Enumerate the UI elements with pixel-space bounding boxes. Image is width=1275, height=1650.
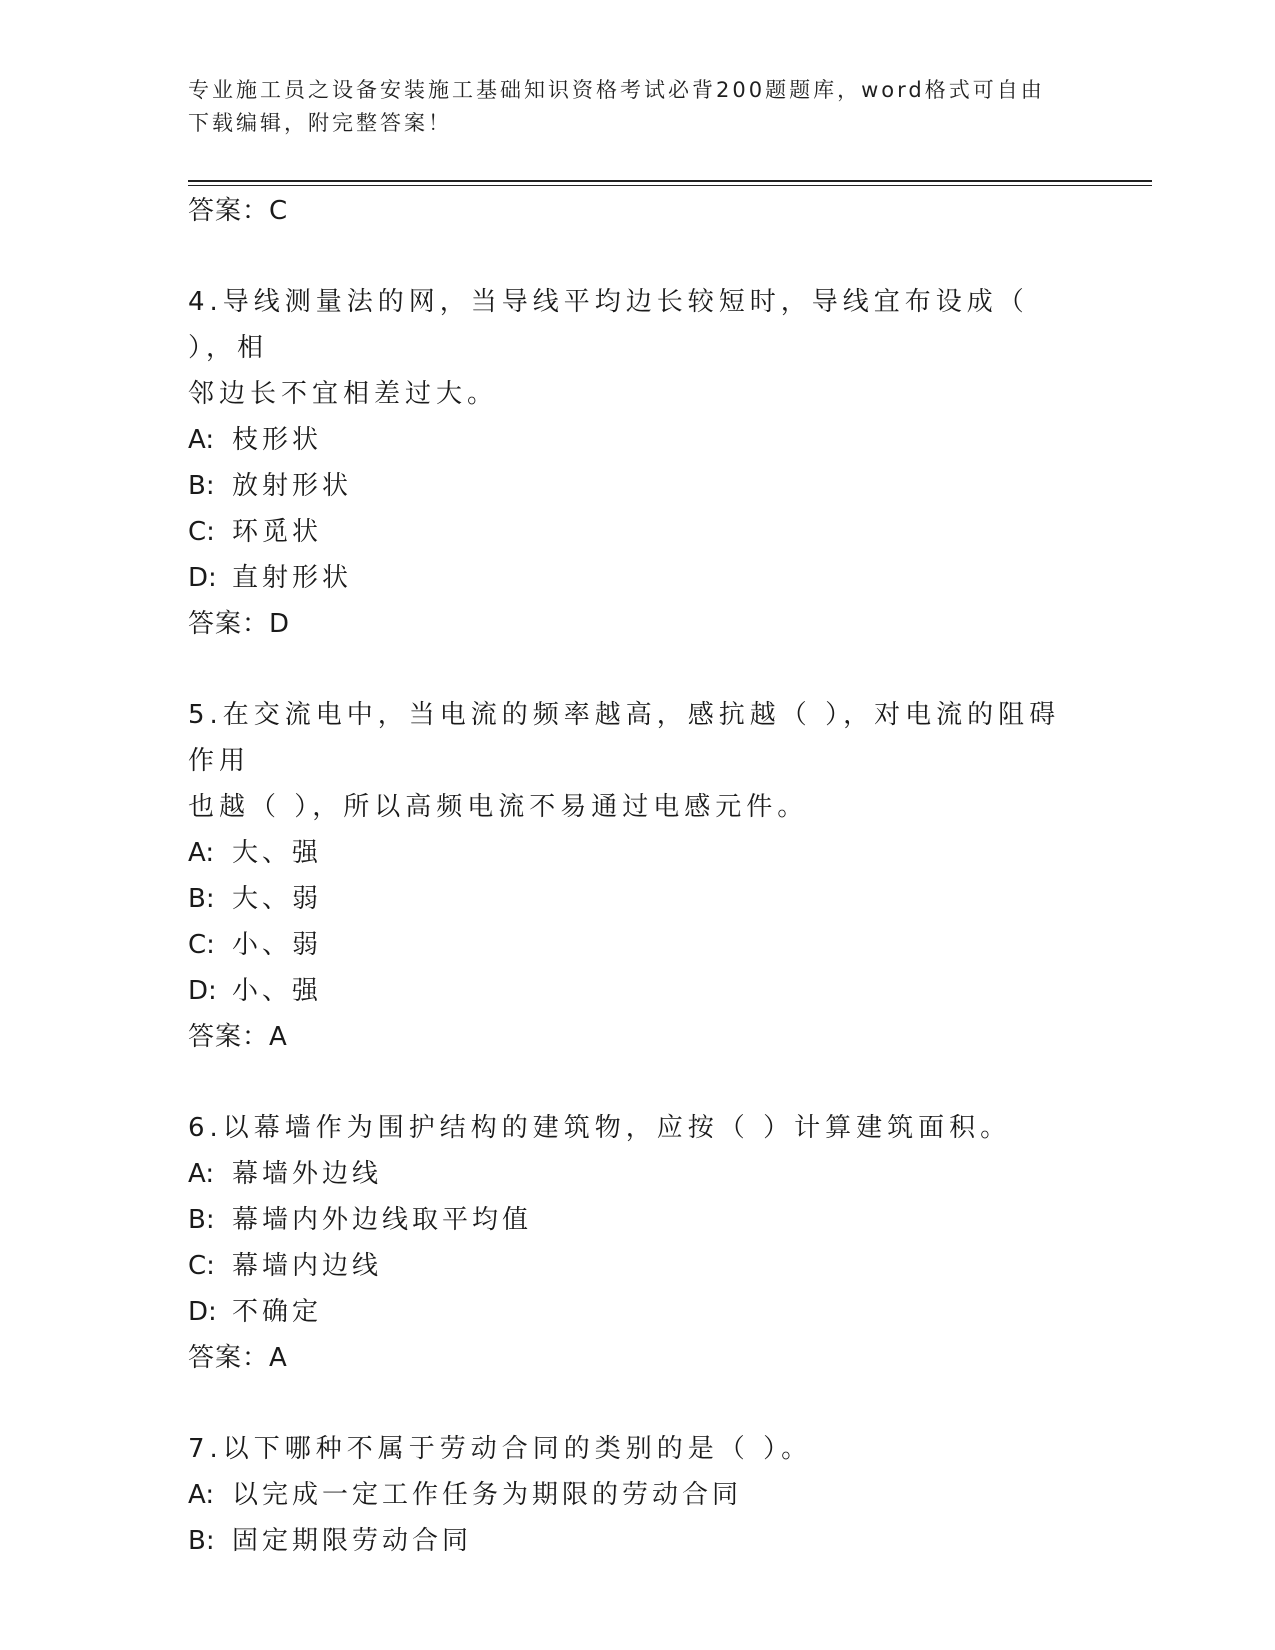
- option-a: [188, 417, 1088, 463]
- option-b: [188, 1197, 1088, 1243]
- question-stem: [188, 1426, 1068, 1472]
- option-letter: A:: [188, 1159, 215, 1189]
- option-text: 幕墙内外边线取平均值: [232, 1205, 533, 1235]
- question-stem: [188, 1105, 1068, 1151]
- option-text: 环觅状: [232, 517, 323, 547]
- option-d: [188, 555, 1088, 601]
- option-letter: D:: [188, 1297, 217, 1327]
- option-c: [188, 509, 1088, 555]
- option-letter: A:: [188, 838, 215, 868]
- header-divider-thin: [188, 185, 1152, 186]
- option-text: 大、强: [232, 838, 323, 868]
- option-letter: C:: [188, 930, 215, 960]
- question-stem-line: 4.导线测量法的网，当导线平均边长较短时，导线宜布设成（ ），相: [188, 287, 1029, 363]
- option-text: 不确定: [232, 1297, 323, 1327]
- option-letter: B:: [188, 1526, 215, 1556]
- question-5: [188, 692, 1088, 1060]
- question-stem-line: 6.以幕墙作为围护结构的建筑物，应按（ ）计算建筑面积。: [188, 1113, 1012, 1143]
- question-stem-line: 5.在交流电中，当电流的频率越高，感抗越（ ），对电流的阻碍作用: [188, 700, 1061, 776]
- option-b: [188, 463, 1088, 509]
- option-letter: C:: [188, 1251, 215, 1281]
- header-divider-thick: [188, 180, 1152, 182]
- option-a: [188, 1151, 1088, 1197]
- option-d: [188, 1289, 1088, 1335]
- option-text: 放射形状: [232, 471, 353, 501]
- answer-line: 答案：A: [188, 1022, 288, 1052]
- document-header: 专业施工员之设备安装施工基础知识资格考试必背200题题库，word格式可自由下载编辑，附完整答案！: [188, 78, 1045, 135]
- option-letter: A:: [188, 425, 215, 455]
- option-text: 枝形状: [232, 425, 323, 455]
- option-text: 大、弱: [232, 884, 323, 914]
- answer-line: 答案：D: [188, 609, 291, 639]
- option-a: [188, 1472, 1088, 1518]
- question-4: [188, 279, 1088, 647]
- question-stem: [188, 692, 1068, 830]
- option-letter: D:: [188, 563, 217, 593]
- option-c: [188, 1243, 1088, 1289]
- option-text: 固定期限劳动合同: [232, 1526, 473, 1556]
- question-stem: [188, 279, 1068, 417]
- option-letter: A:: [188, 1480, 215, 1510]
- option-letter: D:: [188, 976, 217, 1006]
- question-list: [188, 188, 1088, 1564]
- option-a: [188, 830, 1088, 876]
- option-letter: B:: [188, 471, 215, 501]
- option-text: 小、弱: [232, 930, 323, 960]
- option-letter: B:: [188, 884, 215, 914]
- option-b: [188, 876, 1088, 922]
- answer-line: 答案：A: [188, 1343, 288, 1373]
- option-letter: C:: [188, 517, 215, 547]
- option-text: 直射形状: [232, 563, 353, 593]
- option-d: [188, 968, 1088, 1014]
- option-text: 幕墙外边线: [232, 1159, 383, 1189]
- option-b: [188, 1518, 1088, 1564]
- option-text: 以完成一定工作任务为期限的劳动合同: [232, 1480, 743, 1510]
- question-stem-line: 邻边长不宜相差过大。: [188, 379, 499, 409]
- question-7: [188, 1426, 1088, 1564]
- question-6: [188, 1105, 1088, 1381]
- option-c: [188, 922, 1088, 968]
- answer-line: 答案：C: [188, 196, 289, 226]
- option-letter: B:: [188, 1205, 215, 1235]
- question-stem-line: 也越（ ），所以高频电流不易通过电感元件。: [188, 792, 809, 822]
- option-text: 小、强: [232, 976, 323, 1006]
- option-text: 幕墙内边线: [232, 1251, 383, 1281]
- question-stem-line: 7.以下哪种不属于劳动合同的类别的是（ ）。: [188, 1434, 813, 1464]
